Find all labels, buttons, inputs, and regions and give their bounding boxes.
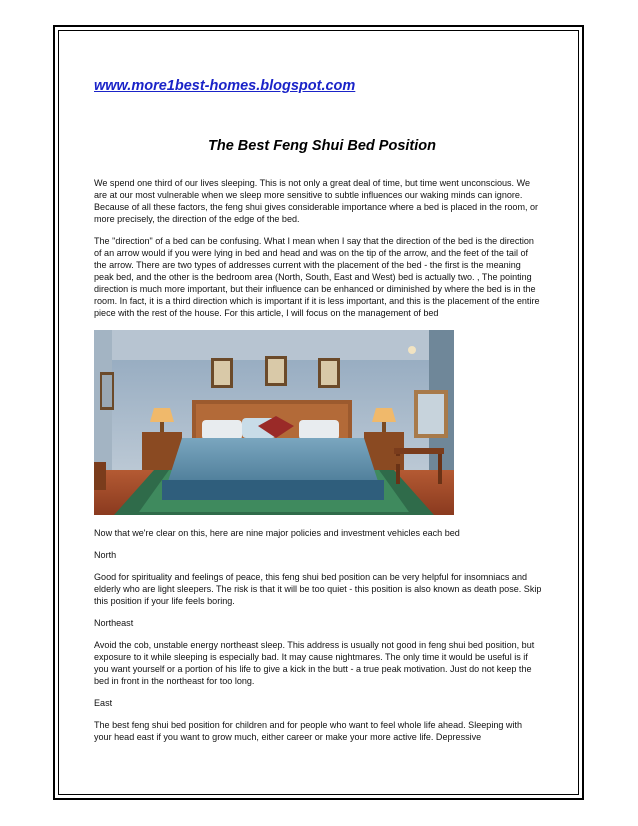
article-title: The Best Feng Shui Bed Position (208, 138, 436, 154)
northeast-heading: Northeast (94, 618, 134, 628)
document-content (94, 78, 542, 743)
northeast-paragraph: Avoid the cob, unstable energy northeast sleep. This address is usually not good in feng shui bed position, but exposure to it while sleeping is especially bad. It may cause nightmares. The only time it would be useful is if you want yourself or a portion of his life to give a kick in the butt - a true peak motivation. Just do not keep the bed in front in the northeast for too long. (94, 640, 535, 686)
east-heading: East (94, 698, 113, 708)
blog-url-link[interactable]: www.more1best-homes.blogspot.com (94, 78, 356, 94)
north-heading: North (94, 550, 117, 560)
direction-paragraph: The "direction" of a bed can be confusing. What I mean when I say that the direction of the bed is the direction of an arrow would if you were lying in bed and head and was on the tip of the arrow, and the feet of the tail of the arrow. There are two types of addresses current with the placement of the bed - the first is the meaning peak bed, and the other is the bedroom area (North, South, East and West) bed is actually two. , The pointing direction is much more important, but their influence can be enhanced or diminished by where the bed is in the room. In fact, it is a third direction which is important if it is less important, and this is the placement of the entire piece with the rest of the house. For this article, I will focus on the management of bed (94, 236, 540, 318)
policies-intro-paragraph: Now that we're clear on this, here are nine major policies and investment vehicles each bed (94, 528, 460, 538)
intro-paragraph: We spend one third of our lives sleeping. This is not only a great deal of time, but time went unconscious. We are at our most vulnerable when we sleep more sensitive to subtle influences our waking minds can ignore. Because of all these factors, the feng shui gives considerable importance where a bed is placed in the room, or more precisely, the direction of the edge of the bed. (94, 178, 539, 224)
east-paragraph: The best feng shui bed position for children and for people who want to feel whole life ahead. Sleeping with your head east if you want to grow much, either career or make your more active life. Depressive (94, 720, 522, 742)
north-paragraph: Good for spirituality and feelings of peace, this feng shui bed position can be very helpful for insomniacs and elderly who are light sleepers. The risk is that it will be too quiet - this position is also known as death pose. Skip this position if your life feels boring. (94, 572, 542, 606)
bedroom-photo (94, 330, 454, 515)
